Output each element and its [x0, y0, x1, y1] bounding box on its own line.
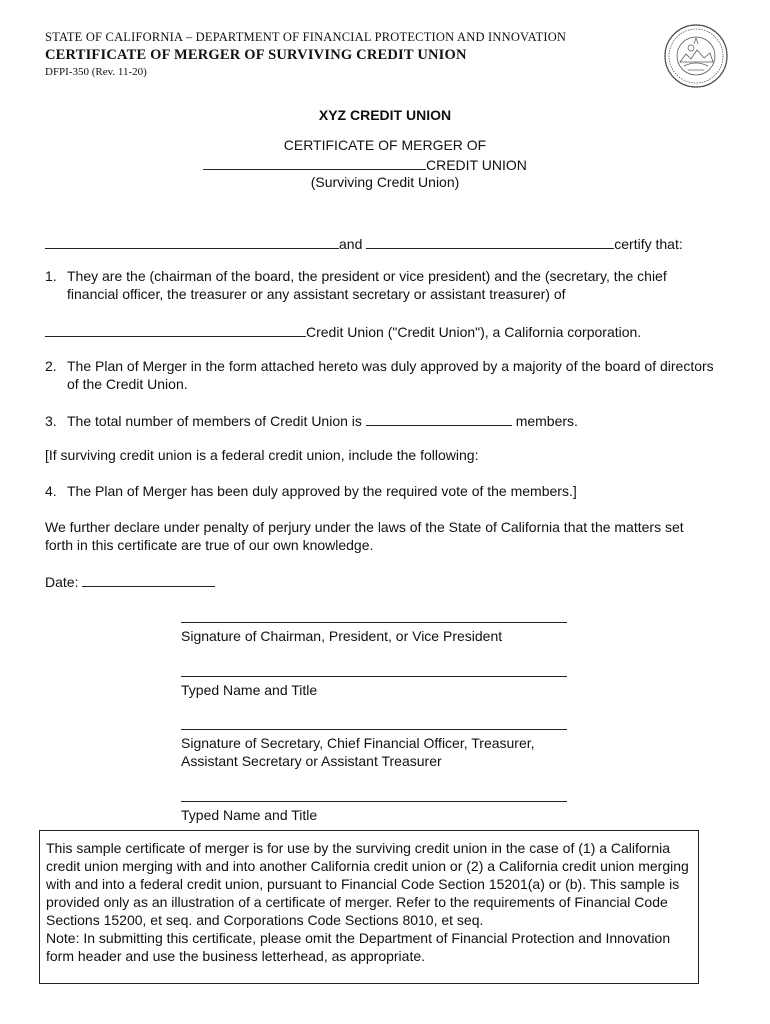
- submission-note: Note: In submitting this certificate, please omit the Department of Financial Protection and Innovation form header and use the business letterhead, as appropriate.: [46, 930, 671, 964]
- credit-union-line-text: Credit Union ("Credit Union"), a California corporation.: [306, 324, 642, 340]
- item-4: [45, 483, 577, 499]
- date-label: Date:: [45, 574, 79, 590]
- date-blank[interactable]: [82, 572, 215, 587]
- officer2-name-blank[interactable]: [366, 234, 614, 249]
- credit-union-name-blank[interactable]: [45, 322, 306, 337]
- credit-union-line: [45, 322, 641, 340]
- signature-label-2-line2: Assistant Secretary or Assistant Treasurer: [181, 753, 442, 769]
- item-3-text-pre: The total number of members of Credit Union is: [67, 413, 362, 429]
- typed-name-block-2: [181, 801, 567, 824]
- item-2-number: 2.: [45, 358, 57, 374]
- item-4-number: 4.: [45, 483, 57, 499]
- credit-union-name: XYZ CREDIT UNION: [318, 107, 452, 123]
- item-3-number: 3.: [45, 413, 57, 429]
- officer1-name-blank[interactable]: [45, 234, 339, 249]
- certificate-heading: CERTIFICATE OF MERGER OF: [283, 137, 487, 153]
- federal-note: [If surviving credit union is a federal credit union, include the following:: [45, 447, 479, 463]
- item-3-text-post: members.: [515, 413, 578, 429]
- instructions-box: [39, 830, 699, 984]
- typed-name-block-1: [181, 676, 567, 699]
- signature-label-1: Signature of Chairman, President, or Vice President: [181, 628, 503, 644]
- signature-label-2: [181, 730, 567, 770]
- item-2-text: The Plan of Merger in the form attached hereto was duly approved by a majority of the board of directors of the Credit Union.: [67, 358, 714, 392]
- certify-label: certify that:: [614, 236, 683, 252]
- date-line: [45, 572, 215, 590]
- signature-block-2: [181, 729, 567, 770]
- item-1-text: They are the (chairman of the board, the president or vice president) and the (secretary, the chief financial officer, the treasurer or any assistant secretary or assistant treasurer) of: [67, 268, 667, 302]
- item-1: [45, 267, 715, 303]
- typed-name-label-2: Typed Name and Title: [181, 807, 318, 823]
- surviving-credit-union-blank[interactable]: [203, 155, 426, 170]
- form-title: CERTIFICATE OF MERGER OF SURVIVING CREDIT UNION: [45, 47, 467, 63]
- item-1-number: 1.: [45, 268, 57, 284]
- item-2: [45, 357, 715, 393]
- form-number: DFPI-350 (Rev. 11-20): [45, 66, 147, 78]
- instructions-text: This sample certificate of merger is for use by the surviving credit union in the case of (1) a California credit union merging with and into another California credit union or (2) a California credit union merging with and into a federal credit union, pursuant to Financial Code Section 15201(a) or (b). This sample is provided only as an illustration of a certificate of merger. Refer to the requirements of Financial Code Sections 15200, et seq. and Corporations Code Sections 8010, et seq.: [46, 840, 689, 928]
- surviving-credit-union-line: [203, 155, 527, 173]
- item-3: [45, 411, 578, 429]
- item-4-text: The Plan of Merger has been duly approved by the required vote of the members.]: [67, 483, 577, 499]
- signature-block-1: [181, 622, 567, 645]
- typed-name-label-1: Typed Name and Title: [181, 682, 318, 698]
- declaration: We further declare under penalty of perjury under the laws of the State of California that the matters set forth in this certificate are true of our own knowledge.: [45, 519, 684, 553]
- surviving-credit-union-caption: (Surviving Credit Union): [310, 174, 460, 190]
- credit-union-suffix: CREDIT UNION: [426, 157, 527, 173]
- member-count-blank[interactable]: [366, 411, 512, 426]
- agency-header: STATE OF CALIFORNIA – DEPARTMENT OF FINANCIAL PROTECTION AND INNOVATION: [45, 30, 567, 44]
- certify-line: [45, 234, 683, 252]
- signature-label-2-line1: Signature of Secretary, Chief Financial Officer, Treasurer,: [181, 735, 535, 751]
- and-label: and: [339, 236, 363, 252]
- state-seal-icon: [664, 24, 728, 88]
